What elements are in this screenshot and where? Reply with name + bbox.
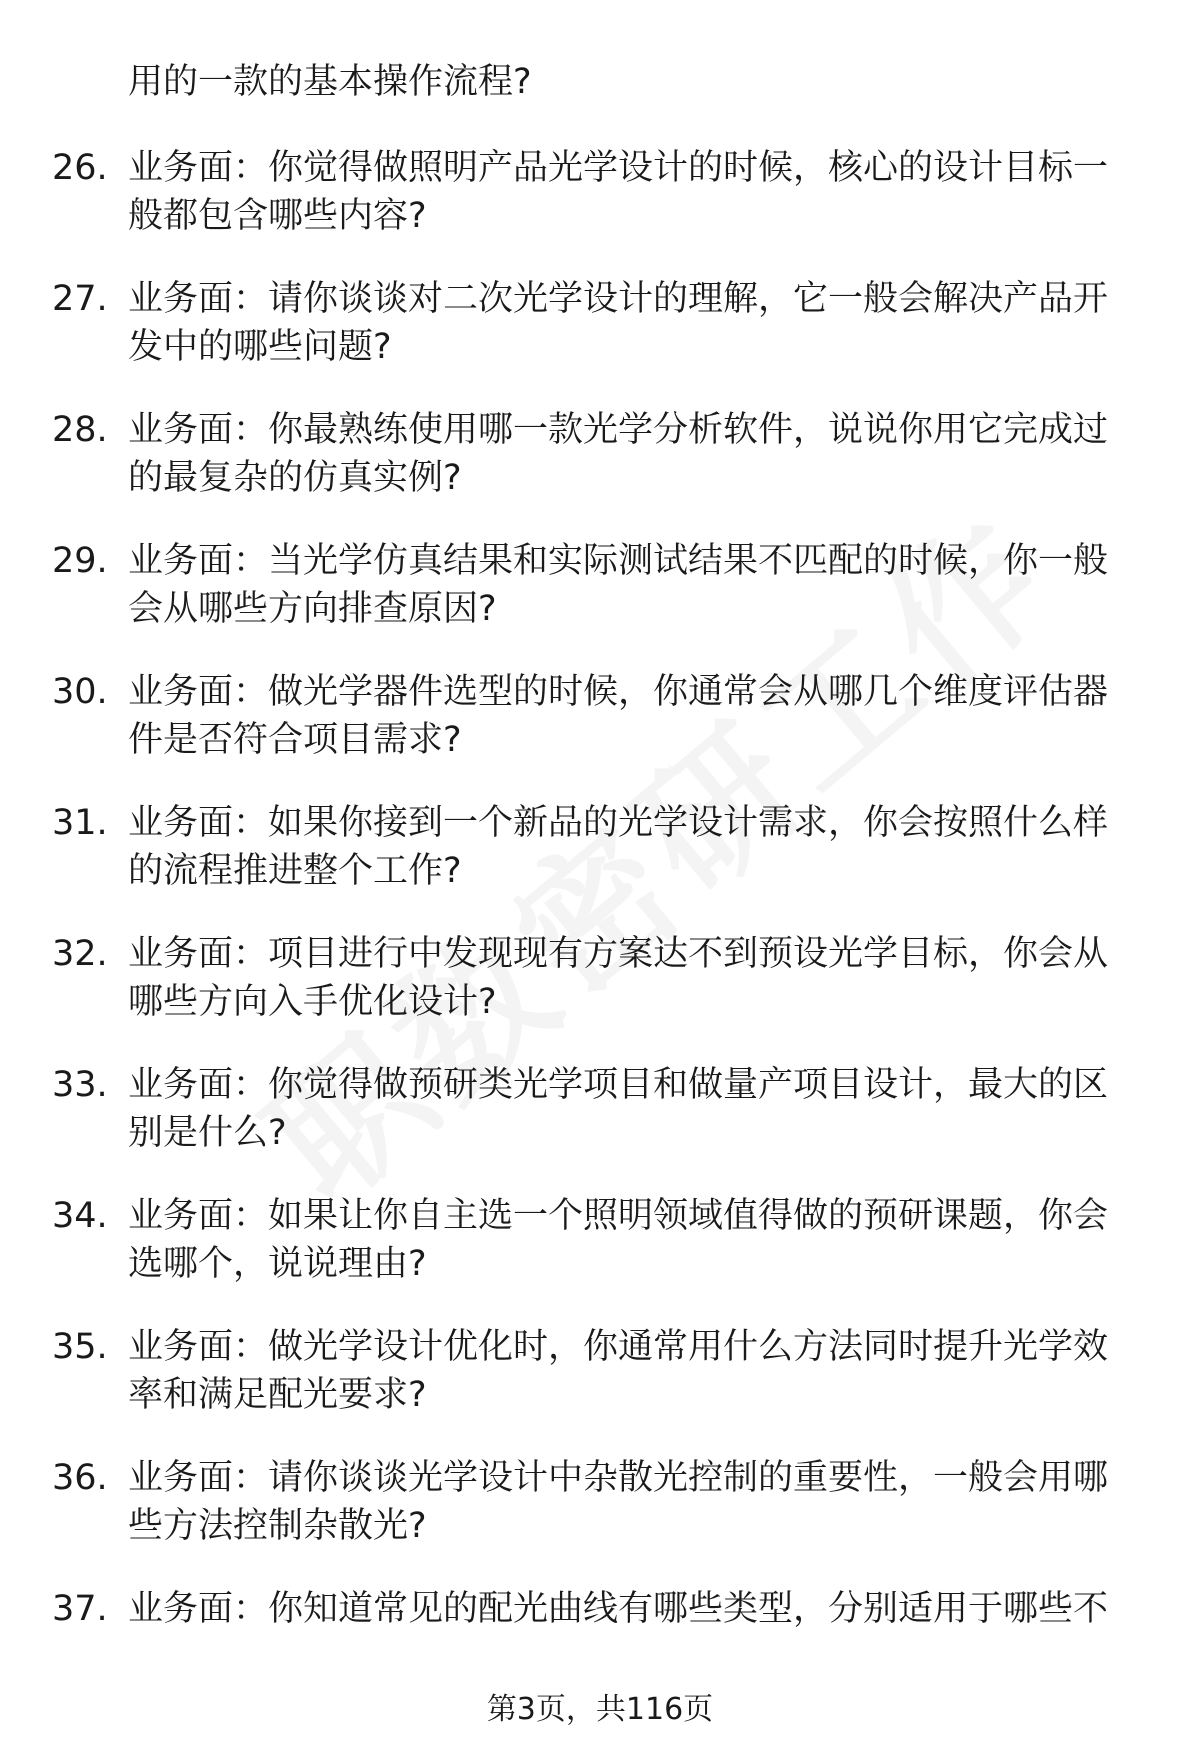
- question-line: 业务面：请你谈谈光学设计中杂散光控制的重要性，一般会用哪: [128, 1458, 1109, 1498]
- question-line: 率和满足配光要求?: [128, 1375, 427, 1415]
- question-item: [0, 799, 1200, 930]
- question-item: [0, 1323, 1200, 1454]
- question-number: 36.: [52, 1458, 108, 1498]
- question-item: [0, 275, 1200, 406]
- question-number: 37.: [52, 1589, 108, 1629]
- question-item: [0, 144, 1200, 275]
- question-line: 业务面：你觉得做照明产品光学设计的时候，核心的设计目标一: [128, 148, 1109, 188]
- question-line: 业务面：如果让你自主选一个照明领域值得做的预研课题，你会: [128, 1196, 1109, 1236]
- question-line: 会从哪些方向排查原因?: [128, 589, 497, 629]
- question-text: [128, 406, 1138, 502]
- question-item: [0, 1192, 1200, 1323]
- question-number: 34.: [52, 1196, 108, 1236]
- question-line: 业务面：项目进行中发现现有方案达不到预设光学目标，你会从: [128, 934, 1109, 974]
- question-item: [0, 1454, 1200, 1585]
- question-number: 35.: [52, 1327, 108, 1367]
- question-line: 些方法控制杂散光?: [128, 1506, 427, 1546]
- question-text: [128, 144, 1138, 240]
- question-item: [0, 537, 1200, 668]
- question-item: [0, 930, 1200, 1061]
- question-text: [128, 799, 1138, 895]
- question-line: 般都包含哪些内容?: [128, 196, 427, 236]
- question-line: 的流程推进整个工作?: [128, 851, 462, 891]
- question-line: 哪些方向入手优化设计?: [128, 982, 497, 1022]
- question-text: [128, 1192, 1138, 1288]
- question-text: [128, 1061, 1138, 1157]
- question-item: [0, 406, 1200, 537]
- page-footer: 第3页，共116页: [486, 1692, 714, 1727]
- question-number: 32.: [52, 934, 108, 974]
- question-line: 选哪个，说说理由?: [128, 1244, 427, 1284]
- question-line: 业务面：你觉得做预研类光学项目和做量产项目设计，最大的区: [128, 1065, 1109, 1105]
- question-text: [128, 930, 1138, 1026]
- question-number: 33.: [52, 1065, 108, 1105]
- question-line: 业务面：做光学器件选型的时候，你通常会从哪几个维度评估器: [128, 672, 1109, 712]
- question-line: 业务面：你知道常见的配光曲线有哪些类型，分别适用于哪些不: [128, 1589, 1109, 1629]
- question-line: 业务面：如果你接到一个新品的光学设计需求，你会按照什么样: [128, 803, 1109, 843]
- question-line: 业务面：做光学设计优化时，你通常用什么方法同时提升光学效: [128, 1327, 1109, 1367]
- question-line: 发中的哪些问题?: [128, 327, 392, 367]
- question-number: 28.: [52, 410, 108, 450]
- question-line: 业务面：请你谈谈对二次光学设计的理解，它一般会解决产品开: [128, 279, 1109, 319]
- question-text: [128, 1585, 1138, 1633]
- question-line: 的最复杂的仿真实例?: [128, 458, 462, 498]
- question-item: [0, 1061, 1200, 1192]
- question-number: 31.: [52, 803, 108, 843]
- question-list: [0, 144, 1200, 1716]
- question-text: [128, 1323, 1138, 1419]
- question-line: 业务面：你最熟练使用哪一款光学分析软件，说说你用它完成过: [128, 410, 1109, 450]
- question-text: [128, 537, 1138, 633]
- question-number: 29.: [52, 541, 108, 581]
- question-item: [0, 668, 1200, 799]
- question-line: 件是否符合项目需求?: [128, 720, 462, 760]
- question-number: 27.: [52, 279, 108, 319]
- question-line: 别是什么?: [128, 1113, 287, 1153]
- question-number: 26.: [52, 148, 108, 188]
- question-text: [128, 275, 1138, 371]
- previous-question-continuation: 用的一款的基本操作流程?: [128, 62, 532, 102]
- question-text: [128, 1454, 1138, 1550]
- question-text: [128, 668, 1138, 764]
- question-number: 30.: [52, 672, 108, 712]
- question-line: 业务面：当光学仿真结果和实际测试结果不匹配的时候，你一般: [128, 541, 1109, 581]
